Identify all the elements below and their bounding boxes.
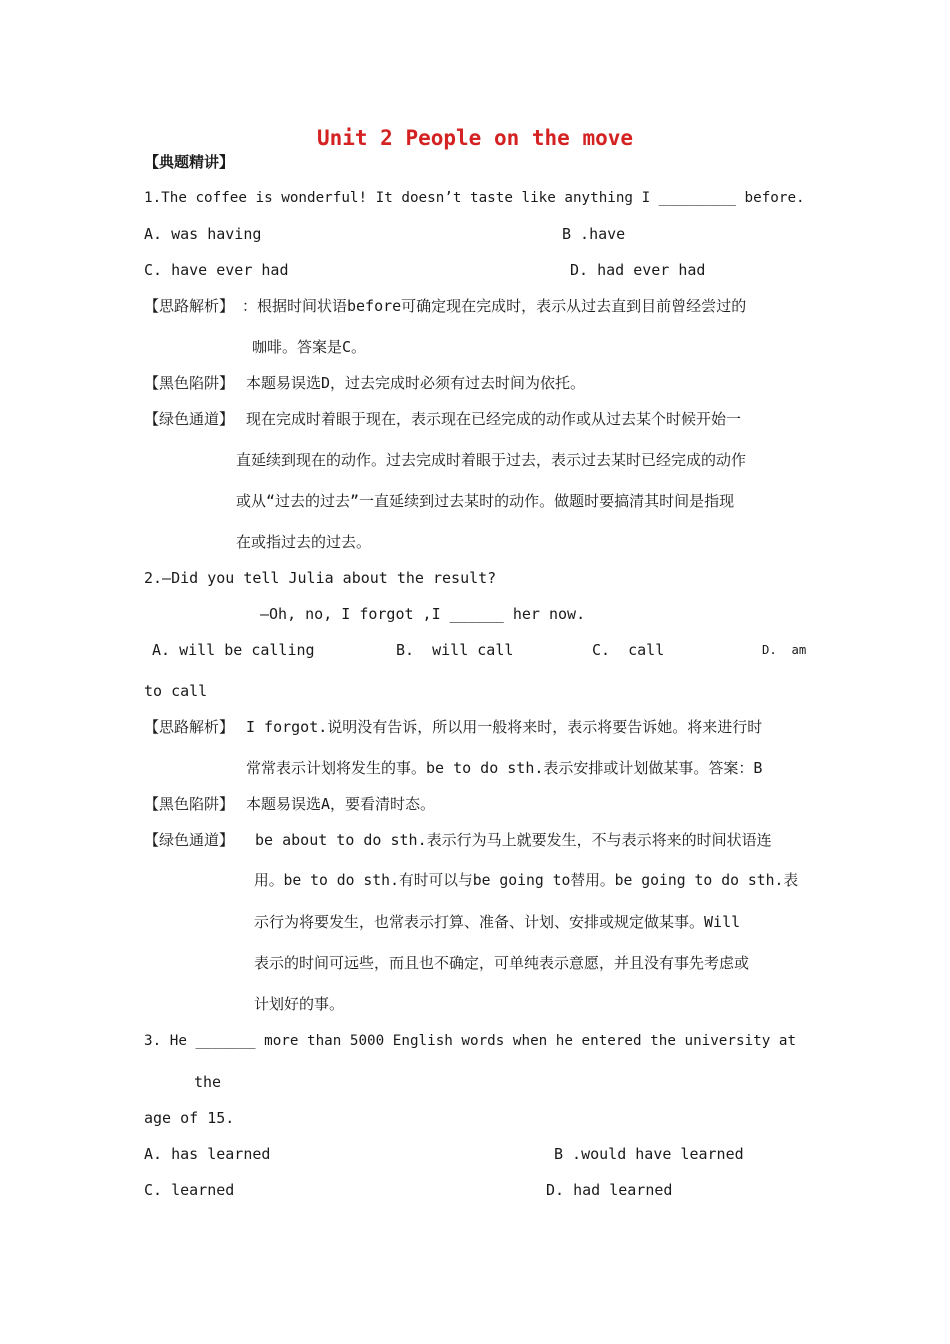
q2-tip-line-1: be about to do sth.表示行为马上就要发生，不与表示将来的时间状语连 xyxy=(246,831,772,849)
question-2-stem-line-1: 2.—Did you tell Julia about the result? xyxy=(144,569,497,587)
q2-option-c: C. call xyxy=(592,641,665,659)
q2-trap-text: 本题易误选A，要看清时态。 xyxy=(246,795,436,813)
q2-trap-label: 【黑色陷阱】 xyxy=(144,795,235,813)
q3-option-d: D. had learned xyxy=(546,1181,673,1199)
question-2-stem-line-2: —Oh, no, I forgot ,I ______ her now. xyxy=(260,605,586,623)
q3-option-a: A. has learned xyxy=(144,1145,271,1163)
q1-tip-line-4: 在或指过去的过去。 xyxy=(236,533,372,551)
q1-analysis-line-1: ：根据时间状语before可确定现在完成时，表示从过去直到目前曾经尝过的 xyxy=(242,297,747,315)
q2-option-a: A. will be calling xyxy=(152,641,315,659)
q3-option-c: C. learned xyxy=(144,1181,235,1199)
question-3-stem-line-1: 3. He _______ more than 5000 English words when he entered the university at xyxy=(144,1033,797,1049)
q2-analysis-line-1: I forgot.说明没有告诉，所以用一般将来时，表示将要告诉她。将来进行时 xyxy=(246,718,763,736)
q1-trap-text: 本题易误选D，过去完成时必须有过去时间为依托。 xyxy=(246,374,586,392)
q2-option-b: B. will call xyxy=(396,641,514,659)
q1-tip-label: 【绿色通道】 xyxy=(144,410,235,428)
q2-tip-line-5: 计划好的事。 xyxy=(254,995,345,1013)
q2-tip-line-3: 示行为将要发生，也常表示打算、准备、计划、安排或规定做某事。Will xyxy=(254,913,741,931)
q1-option-b: B .have xyxy=(562,225,626,243)
q2-option-d-continued: to call xyxy=(144,682,208,700)
page-title: Unit 2 People on the move xyxy=(316,126,634,150)
question-3-stem-line-3: age of 15. xyxy=(144,1109,235,1127)
question-3-stem-line-2: the xyxy=(194,1073,222,1091)
q2-tip-line-2: 用。be to do sth.有时可以与be going to替用。be going to do sth.表 xyxy=(254,872,799,889)
q3-option-b: B .would have learned xyxy=(554,1145,744,1163)
q2-tip-label: 【绿色通道】 xyxy=(144,831,235,849)
q2-analysis-label: 【思路解析】 xyxy=(144,718,235,736)
q1-analysis-line-2: 咖啡。答案是C。 xyxy=(252,338,367,356)
q1-tip-line-1: 现在完成时着眼于现在，表示现在已经完成的动作或从过去某个时候开始一 xyxy=(246,410,742,428)
q1-option-a: A. was having xyxy=(144,225,262,243)
q1-option-d: D. had ever had xyxy=(570,261,706,279)
question-1-stem: 1.The coffee is wonderful! It doesn’t taste like anything I _________ before. xyxy=(144,190,805,206)
q1-analysis-label: 【思路解析】 xyxy=(144,297,235,315)
section-header: 【典题精讲】 xyxy=(144,153,235,171)
q2-tip-line-4: 表示的时间可远些，而且也不确定，可单纯表示意愿，并且没有事先考虑或 xyxy=(254,954,750,972)
q1-option-c: C. have ever had xyxy=(144,261,289,279)
q1-tip-line-3: 或从“过去的过去”一直延续到过去某时的动作。做题时要搞清其时间是指现 xyxy=(236,492,735,510)
q1-tip-line-2: 直延续到现在的动作。过去完成时着眼于过去，表示过去某时已经完成的动作 xyxy=(236,451,747,469)
q2-option-d: D. am xyxy=(762,643,807,657)
q1-trap-label: 【黑色陷阱】 xyxy=(144,374,235,392)
q2-analysis-line-2: 常常表示计划将发生的事。be to do sth.表示安排或计划做某事。答案：B xyxy=(246,759,763,777)
